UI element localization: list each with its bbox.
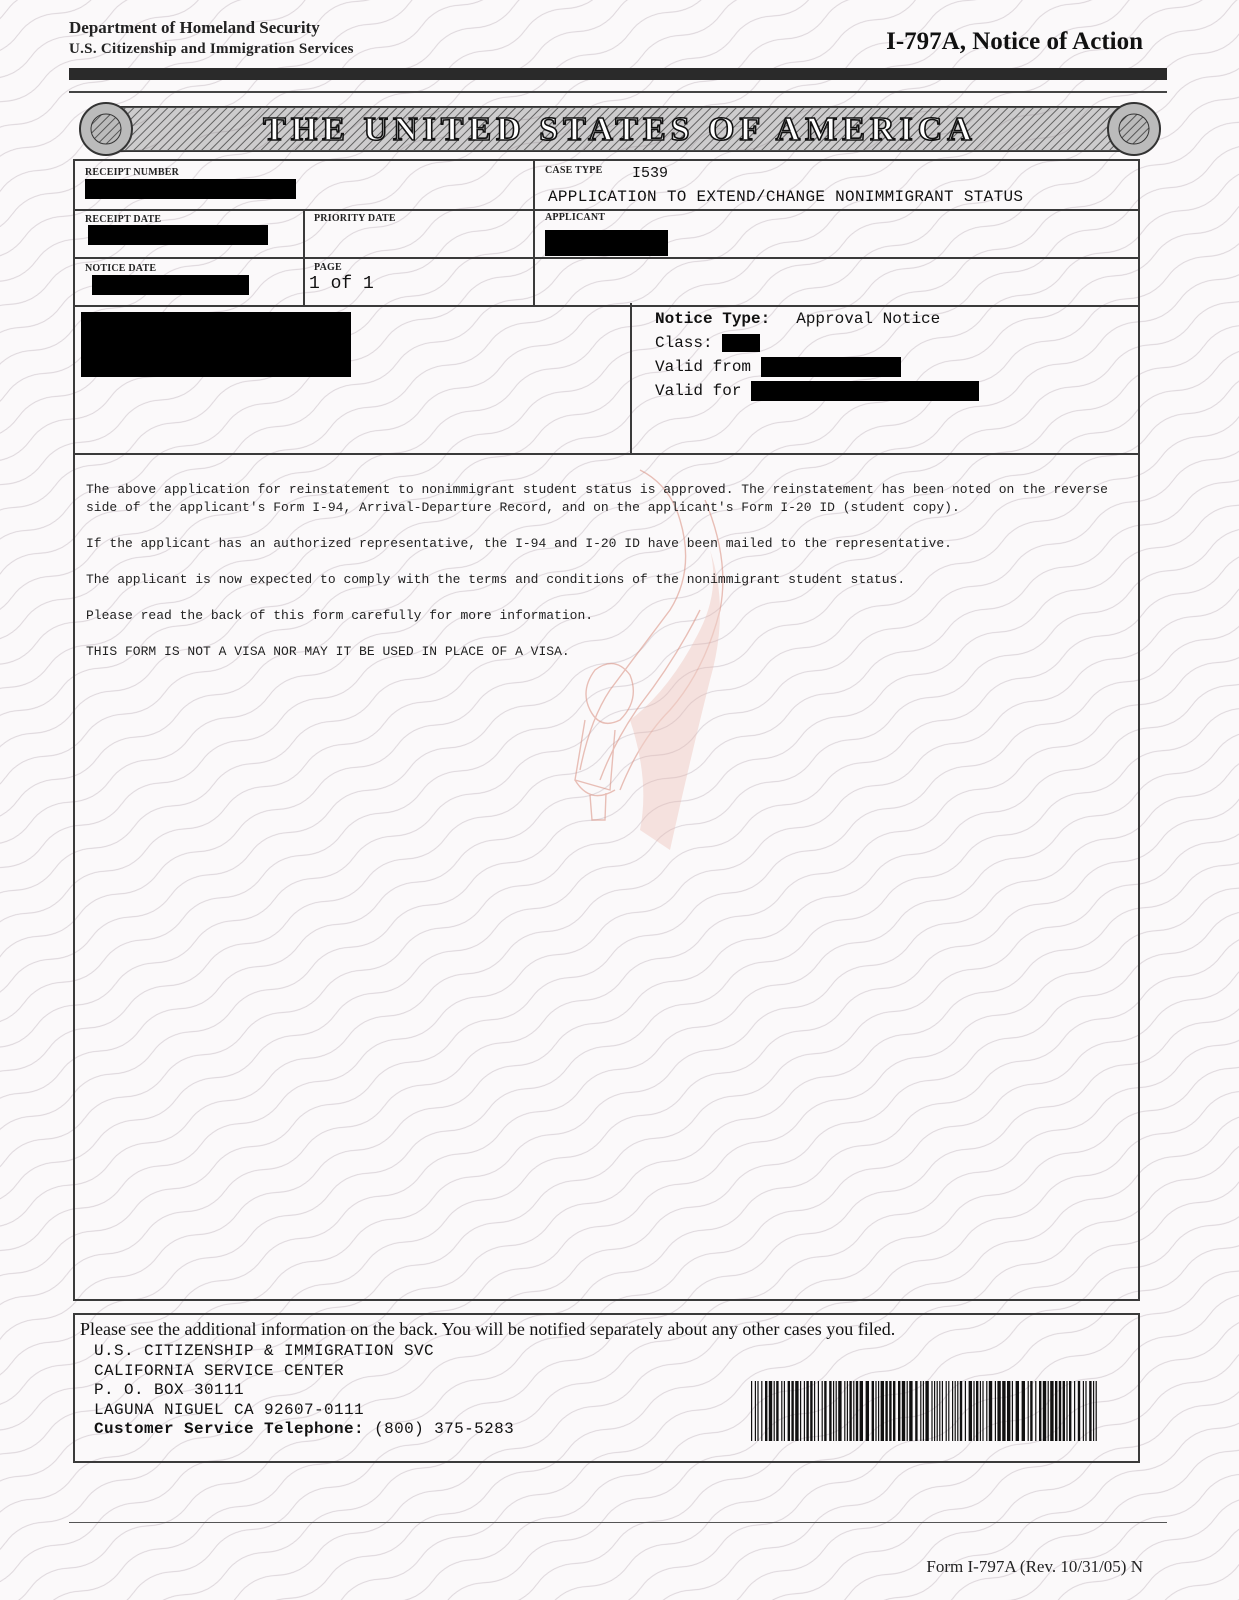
receipt-date-label: RECEIPT DATE xyxy=(85,214,162,225)
phone-number: (800) 375-5283 xyxy=(374,1420,515,1438)
service-center-address xyxy=(94,1342,514,1440)
footer-note: Please see the additional information on the back. You will be notified separately about any other cases you filed. xyxy=(80,1319,896,1339)
address-line-1: U.S. CITIZENSHIP & IMMIGRATION SVC xyxy=(94,1342,435,1360)
header-thin-rule xyxy=(69,91,1167,93)
notice-details xyxy=(655,307,979,403)
class-redacted xyxy=(722,334,760,352)
notice-type-label: Notice Type: xyxy=(655,310,771,328)
agency-name: Department of Homeland Security xyxy=(69,18,320,37)
applicant-redacted xyxy=(545,230,668,256)
notice-date-label: NOTICE DATE xyxy=(85,263,157,274)
receipt-number-redacted xyxy=(85,179,296,199)
paragraph-read-back: Please read the back of this form carefully for more information. xyxy=(86,608,594,623)
valid-from-redacted xyxy=(761,357,901,377)
mailing-address-redacted xyxy=(81,312,351,377)
notice-section xyxy=(73,303,1140,455)
sub-agency-name: U.S. Citizenship and Immigration Services xyxy=(69,41,354,57)
class-label: Class: xyxy=(655,334,713,352)
case-type-value: I539 xyxy=(632,165,669,182)
notice-body xyxy=(73,453,1140,1301)
barcode xyxy=(751,1381,1097,1441)
case-info-grid xyxy=(73,159,1140,307)
priority-date-label: PRIORITY DATE xyxy=(314,213,396,224)
address-line-3: P. O. BOX 30111 xyxy=(94,1381,245,1399)
left-rosette-icon xyxy=(80,103,132,155)
notice-text xyxy=(86,481,1126,679)
form-title: I-797A, Notice of Action xyxy=(886,28,1143,55)
header-thick-rule xyxy=(69,68,1167,80)
form-revision: Form I-797A (Rev. 10/31/05) N xyxy=(926,1557,1143,1576)
address-line-4: LAGUNA NIGUEL CA 92607-0111 xyxy=(94,1400,365,1419)
applicant-label: APPLICANT xyxy=(545,212,606,223)
right-rosette-icon xyxy=(1108,103,1160,155)
receipt-date-redacted xyxy=(88,225,268,245)
footer-rule xyxy=(69,1522,1167,1523)
paragraph-representative: If the applicant has an authorized representative, the I-94 and I-20 ID have been mailed to the representative. xyxy=(86,536,952,551)
notice-type-value: Approval Notice xyxy=(796,310,941,328)
valid-from-label: Valid from xyxy=(655,358,752,376)
paragraph-approval: The above application for reinstatement to nonimmigrant student status is approved. The reinstatement has been noted on the reverse side of the applicant's Form I-94, Arrival-Departure Record, and on the applicant's Form I-20 ID (student copy). xyxy=(86,482,1108,515)
paragraph-not-visa: THIS FORM IS NOT A VISA NOR MAY IT BE USED IN PLACE OF A VISA. xyxy=(86,644,570,659)
address-line-2: CALIFORNIA SERVICE CENTER xyxy=(94,1361,345,1380)
paragraph-comply: The applicant is now expected to comply with the terms and conditions of the nonimmigrant student status. xyxy=(86,572,906,587)
phone-label: Customer Service Telephone: xyxy=(94,1420,365,1438)
national-banner xyxy=(76,97,1164,161)
footer-box xyxy=(73,1313,1140,1463)
case-description: APPLICATION TO EXTEND/CHANGE NONIMMIGRANT STATUS xyxy=(548,188,1024,206)
valid-for-label: Valid for xyxy=(655,382,742,400)
banner-text: THE UNITED STATES OF AMERICA xyxy=(263,111,977,148)
valid-for-redacted xyxy=(751,381,979,401)
notice-date-redacted xyxy=(92,275,249,295)
page-value: 1 of 1 xyxy=(309,274,374,294)
receipt-number-label: RECEIPT NUMBER xyxy=(85,167,180,178)
page-label: PAGE xyxy=(314,262,342,273)
case-type-label: CASE TYPE xyxy=(545,165,603,176)
